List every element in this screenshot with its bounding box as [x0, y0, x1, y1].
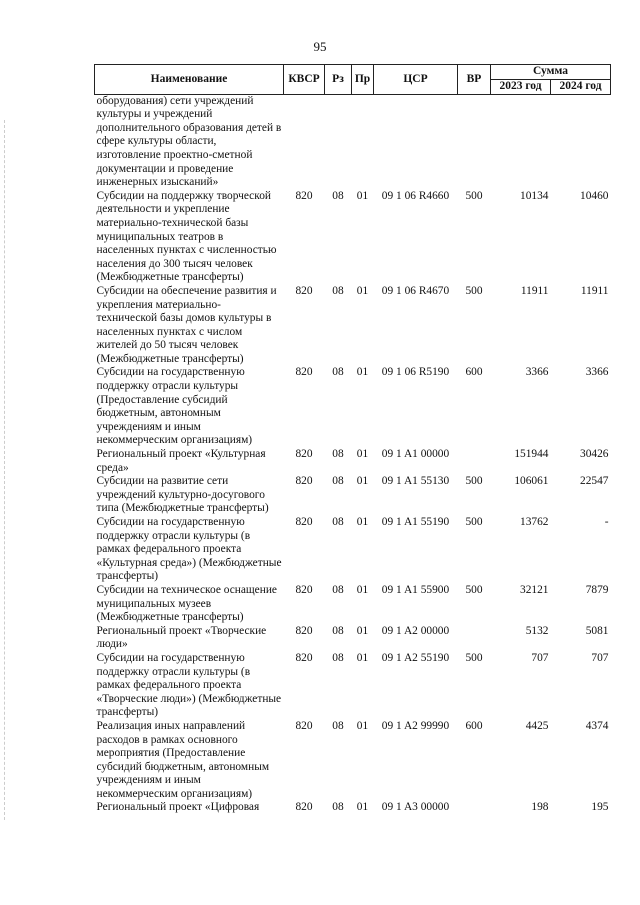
row-rz: 08 [332, 719, 344, 732]
row-csr: 09 1 06 R4660 [381, 189, 450, 202]
row-kvsr: 820 [295, 189, 313, 202]
table-header [95, 65, 611, 95]
row-sum-2023: 707 [531, 651, 549, 664]
row-vr: 500 [465, 284, 483, 297]
row-kvsr: 820 [295, 366, 313, 379]
row-sum-2024: 195 [591, 801, 609, 814]
row-vr [458, 94, 491, 190]
header-name: Наименование [95, 65, 284, 95]
row-vr: 500 [465, 189, 483, 202]
row-kvsr: 820 [295, 624, 313, 637]
row-rz: 08 [332, 448, 344, 461]
table-row [95, 475, 611, 516]
header-pr: Пр [352, 65, 374, 95]
row-rz [325, 94, 352, 190]
row-name: Субсидии на обеспечение развития и укрепления материально-технической базы домов культуры в населенных пунктах с числом жителей до 50 тысяч человек (Межбюджетные трансферты) [96, 284, 277, 365]
row-csr [374, 94, 458, 190]
header-kvsr: КВСР [284, 65, 325, 95]
table-row [95, 190, 611, 285]
row-name: Региональный проект «Творческие люди» [96, 624, 267, 651]
row-vr [458, 448, 491, 475]
row-kvsr [284, 94, 325, 190]
row-sum-2024: 707 [591, 651, 609, 664]
row-name: Субсидии на государственную поддержку отрасли культуры (в рамках федерального проекта «Культурная среда») (Межбюджетные трансферты) [96, 516, 282, 583]
row-sum-2024 [551, 94, 611, 190]
row-name: Реализация иных направлений расходов в рамках основного мероприятия (Предоставление субсидий бюджетным, автономным учреждениям и иным некоммерческим организациям) [96, 719, 270, 800]
row-rz: 08 [332, 366, 344, 379]
row-kvsr: 820 [295, 448, 313, 461]
row-pr: 01 [356, 475, 369, 488]
header-sum: Сумма [491, 65, 611, 80]
row-sum-2023: 151944 [514, 448, 549, 461]
row-sum-2024: 10460 [580, 189, 609, 202]
row-rz: 08 [332, 475, 344, 488]
header-csr: ЦСР [374, 65, 458, 95]
row-name: Субсидии на государственную поддержку отрасли культуры (Предоставление субсидий бюджетным, автономным учреждениям и иным некоммерческим организациям) [96, 366, 253, 447]
table-row [95, 94, 611, 190]
table-row [95, 720, 611, 802]
row-sum-2023: 13762 [520, 516, 549, 528]
row-rz: 08 [332, 801, 344, 814]
row-kvsr: 820 [295, 801, 313, 814]
row-name: оборудования) сети учреждений культуры и учреждений дополнительного образования детей в сфере культуры области, изготовление проектно-сметной документации и проведение инженерных изысканий» [96, 94, 282, 189]
row-name: Субсидии на поддержку творческой деятельности и укрепление материально-технической базы муниципальных театров в населенных пунктах с численностью населения до 300 тысяч человек (Межбюджетные трансферты) [96, 189, 277, 284]
row-rz: 08 [332, 583, 344, 596]
row-kvsr: 820 [295, 475, 313, 488]
row-pr: 01 [356, 284, 369, 297]
row-rz: 08 [332, 624, 344, 637]
row-sum-2024: 4374 [585, 719, 609, 732]
row-csr: 09 1 A2 99990 [381, 719, 450, 732]
page-number: 95 [313, 39, 327, 54]
row-name: Региональный проект «Цифровая [96, 801, 260, 814]
row-sum-2024: - [604, 516, 609, 528]
row-csr: 09 1 06 R4670 [381, 284, 450, 297]
row-vr: 600 [465, 366, 483, 379]
row-sum-2023 [491, 94, 551, 190]
row-kvsr: 820 [295, 719, 313, 732]
row-pr: 01 [356, 366, 369, 379]
row-pr: 01 [356, 651, 369, 664]
table-row [95, 584, 611, 625]
row-pr: 01 [356, 448, 369, 461]
row-pr: 01 [356, 719, 369, 732]
table-body [95, 94, 611, 815]
row-kvsr: 820 [295, 284, 313, 297]
row-kvsr: 820 [295, 583, 313, 596]
table-row [95, 652, 611, 720]
row-pr [352, 94, 374, 190]
table-row [95, 366, 611, 448]
row-vr [458, 801, 491, 815]
row-rz: 08 [332, 189, 344, 202]
row-csr: 09 1 A1 55130 [381, 475, 450, 488]
row-sum-2023: 106061 [514, 475, 549, 488]
row-sum-2023: 4425 [525, 719, 549, 732]
row-csr: 09 1 06 R5190 [381, 366, 450, 379]
row-sum-2024: 5081 [585, 624, 609, 637]
table-row [95, 625, 611, 652]
row-csr: 09 1 A1 55900 [381, 583, 450, 596]
row-sum-2023: 11911 [520, 284, 549, 297]
row-sum-2024: 7879 [585, 583, 609, 596]
row-sum-2023: 198 [531, 801, 549, 814]
budget-table [94, 64, 611, 815]
row-csr: 09 1 A2 00000 [381, 624, 450, 637]
row-kvsr: 820 [295, 516, 313, 528]
header-vr: ВР [458, 65, 491, 95]
row-pr: 01 [356, 583, 369, 596]
row-sum-2024: 30426 [580, 448, 609, 461]
table-row [95, 285, 611, 367]
row-vr: 500 [465, 475, 483, 488]
row-sum-2024: 22547 [580, 475, 609, 488]
row-pr: 01 [356, 189, 369, 202]
row-name: Региональный проект «Культурная среда» [96, 448, 266, 474]
row-rz: 08 [332, 516, 344, 528]
header-year-2024: 2024 год [551, 80, 611, 95]
row-csr: 09 1 A3 00000 [381, 801, 450, 814]
row-sum-2023: 3366 [525, 366, 549, 379]
table-row [95, 516, 611, 584]
row-sum-2023: 32121 [520, 583, 549, 596]
table-row [95, 448, 611, 475]
row-name: Субсидии на развитие сети учреждений культурно-досугового типа (Межбюджетные трансферты) [96, 475, 269, 515]
row-pr: 01 [356, 624, 369, 637]
row-vr [458, 625, 491, 652]
row-sum-2024: 3366 [585, 366, 609, 379]
header-rz: Рз [325, 65, 352, 95]
row-csr: 09 1 A1 00000 [381, 448, 450, 461]
row-pr: 01 [356, 801, 369, 814]
row-vr: 500 [465, 651, 483, 664]
table-row [95, 801, 611, 815]
row-sum-2023: 5132 [525, 624, 549, 637]
row-csr: 09 1 A2 55190 [381, 651, 450, 664]
scan-margin-mark [4, 120, 9, 820]
row-vr: 500 [465, 516, 483, 528]
row-vr: 500 [465, 583, 483, 596]
row-rz: 08 [332, 284, 344, 297]
row-csr: 09 1 A1 55190 [381, 516, 450, 528]
row-rz: 08 [332, 651, 344, 664]
row-name: Субсидии на государственную поддержку отрасли культуры (в рамках федерального проекта «Творческие люди») (Межбюджетные трансферты) [96, 651, 282, 719]
row-name: Субсидии на техническое оснащение муниципальных музеев (Межбюджетные трансферты) [96, 583, 277, 624]
row-vr: 600 [465, 719, 483, 732]
row-kvsr: 820 [295, 651, 313, 664]
row-sum-2023: 10134 [520, 189, 549, 202]
row-pr: 01 [356, 516, 369, 528]
header-year-2023: 2023 год [491, 80, 551, 95]
row-sum-2024: 11911 [580, 284, 609, 297]
